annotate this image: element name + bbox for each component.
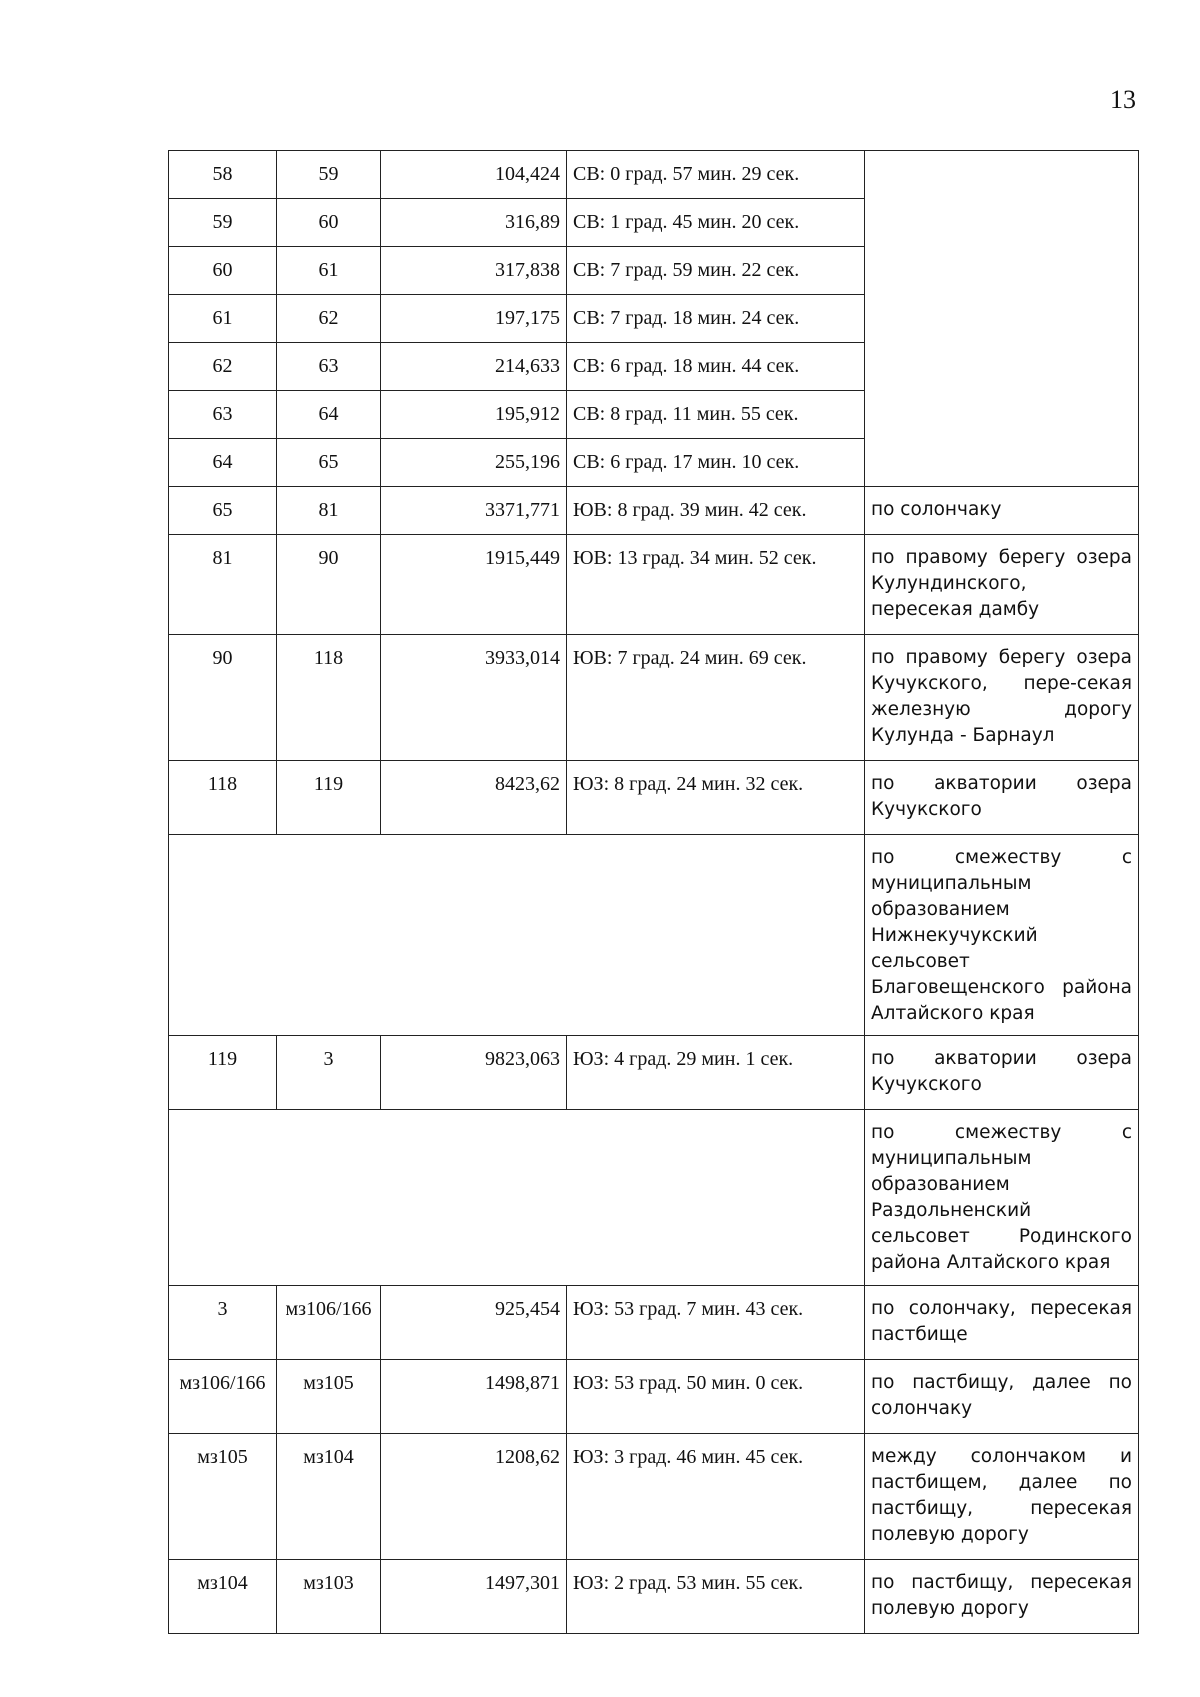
segment-length: 214,633 xyxy=(381,343,567,391)
point-to: мз105 xyxy=(277,1360,381,1434)
segment-direction: ЮЗ: 4 град. 29 мин. 1 сек. xyxy=(567,1036,865,1110)
segment-length: 104,424 xyxy=(381,151,567,199)
blank-merged-cell xyxy=(169,835,865,1036)
table-row xyxy=(169,1434,1139,1560)
segment-description: по смежеству с муниципальным образованием Нижнекучукский сельсовет Благовещенского района Алтайского края xyxy=(865,835,1139,1036)
segment-length: 925,454 xyxy=(381,1286,567,1360)
point-to: мз103 xyxy=(277,1560,381,1634)
segment-description: по солончаку, пересекая пастбище xyxy=(865,1286,1139,1360)
point-from: 81 xyxy=(169,535,277,635)
point-from: 118 xyxy=(169,761,277,835)
segment-description: по пастбищу, далее по солончаку xyxy=(865,1360,1139,1434)
point-to: мз106/166 xyxy=(277,1286,381,1360)
segment-length: 1498,871 xyxy=(381,1360,567,1434)
table-row xyxy=(169,1560,1139,1634)
segment-direction: СВ: 8 град. 11 мин. 55 сек. xyxy=(567,391,865,439)
point-to: 81 xyxy=(277,487,381,535)
segment-length: 197,175 xyxy=(381,295,567,343)
point-to: 3 xyxy=(277,1036,381,1110)
segment-length: 3933,014 xyxy=(381,635,567,761)
segment-length: 8423,62 xyxy=(381,761,567,835)
point-to: 64 xyxy=(277,391,381,439)
segment-direction: ЮЗ: 8 град. 24 мин. 32 сек. xyxy=(567,761,865,835)
segment-direction: ЮВ: 7 град. 24 мин. 69 сек. xyxy=(567,635,865,761)
point-from: 59 xyxy=(169,199,277,247)
segment-description: по правому берегу озера Кулундинского, пересекая дамбу xyxy=(865,535,1139,635)
point-from: 90 xyxy=(169,635,277,761)
point-from: 63 xyxy=(169,391,277,439)
segment-description: по акватории озера Кучукского xyxy=(865,761,1139,835)
segment-description: по пастбищу, пересекая полевую дорогу xyxy=(865,1560,1139,1634)
segment-direction: СВ: 7 град. 18 мин. 24 сек. xyxy=(567,295,865,343)
segment-length: 316,89 xyxy=(381,199,567,247)
boundary-table xyxy=(168,150,1139,1634)
point-from: 58 xyxy=(169,151,277,199)
table-row-adjacency xyxy=(169,835,1139,1036)
segment-direction: ЮЗ: 3 град. 46 мин. 45 сек. xyxy=(567,1434,865,1560)
point-to: мз104 xyxy=(277,1434,381,1560)
point-to: 63 xyxy=(277,343,381,391)
segment-length: 9823,063 xyxy=(381,1036,567,1110)
segment-description: по правому берегу озера Кучукского, пере-секая железную дорогу Кулунда - Барнаул xyxy=(865,635,1139,761)
table-row xyxy=(169,487,1139,535)
segment-length: 255,196 xyxy=(381,439,567,487)
point-to: 119 xyxy=(277,761,381,835)
point-from: 119 xyxy=(169,1036,277,1110)
table-row xyxy=(169,1360,1139,1434)
segment-description: по акватории озера Кучукского xyxy=(865,1036,1139,1110)
segment-direction: СВ: 0 град. 57 мин. 29 сек. xyxy=(567,151,865,199)
table-row xyxy=(169,151,1139,199)
point-from: 64 xyxy=(169,439,277,487)
point-to: 118 xyxy=(277,635,381,761)
segment-direction: ЮЗ: 53 град. 7 мин. 43 сек. xyxy=(567,1286,865,1360)
segment-direction: ЮЗ: 2 град. 53 мин. 55 сек. xyxy=(567,1560,865,1634)
segment-length: 1915,449 xyxy=(381,535,567,635)
segment-length: 3371,771 xyxy=(381,487,567,535)
point-from: 62 xyxy=(169,343,277,391)
table-row xyxy=(169,1036,1139,1110)
segment-length: 317,838 xyxy=(381,247,567,295)
segment-direction: СВ: 1 град. 45 мин. 20 сек. xyxy=(567,199,865,247)
table-row xyxy=(169,1286,1139,1360)
segment-direction: ЮЗ: 53 град. 50 мин. 0 сек. xyxy=(567,1360,865,1434)
point-from: 3 xyxy=(169,1286,277,1360)
table-row xyxy=(169,535,1139,635)
point-to: 59 xyxy=(277,151,381,199)
segment-length: 1208,62 xyxy=(381,1434,567,1560)
segment-direction: СВ: 6 град. 17 мин. 10 сек. xyxy=(567,439,865,487)
segment-length: 195,912 xyxy=(381,391,567,439)
table-row xyxy=(169,635,1139,761)
point-from: 61 xyxy=(169,295,277,343)
segment-description: по солончаку xyxy=(865,487,1139,535)
segment-direction: ЮВ: 13 град. 34 мин. 52 сек. xyxy=(567,535,865,635)
segment-length: 1497,301 xyxy=(381,1560,567,1634)
segment-direction: СВ: 7 град. 59 мин. 22 сек. xyxy=(567,247,865,295)
point-from: мз106/166 xyxy=(169,1360,277,1434)
point-to: 60 xyxy=(277,199,381,247)
page-number: 13 xyxy=(1110,85,1136,114)
segment-description: по смежеству с муниципальным образованием Раздольненский сельсовет Родинского района Алтайского края xyxy=(865,1110,1139,1286)
segment-description: между солончаком и пастбищем, далее по пастбищу, пересекая полевую дорогу xyxy=(865,1434,1139,1560)
segment-description xyxy=(865,151,1139,487)
point-from: мз105 xyxy=(169,1434,277,1560)
point-to: 90 xyxy=(277,535,381,635)
point-to: 65 xyxy=(277,439,381,487)
segment-direction: СВ: 6 град. 18 мин. 44 сек. xyxy=(567,343,865,391)
blank-merged-cell xyxy=(169,1110,865,1286)
point-from: мз104 xyxy=(169,1560,277,1634)
point-from: 60 xyxy=(169,247,277,295)
table-row xyxy=(169,761,1139,835)
segment-direction: ЮВ: 8 град. 39 мин. 42 сек. xyxy=(567,487,865,535)
point-to: 62 xyxy=(277,295,381,343)
point-to: 61 xyxy=(277,247,381,295)
table-row-adjacency xyxy=(169,1110,1139,1286)
point-from: 65 xyxy=(169,487,277,535)
